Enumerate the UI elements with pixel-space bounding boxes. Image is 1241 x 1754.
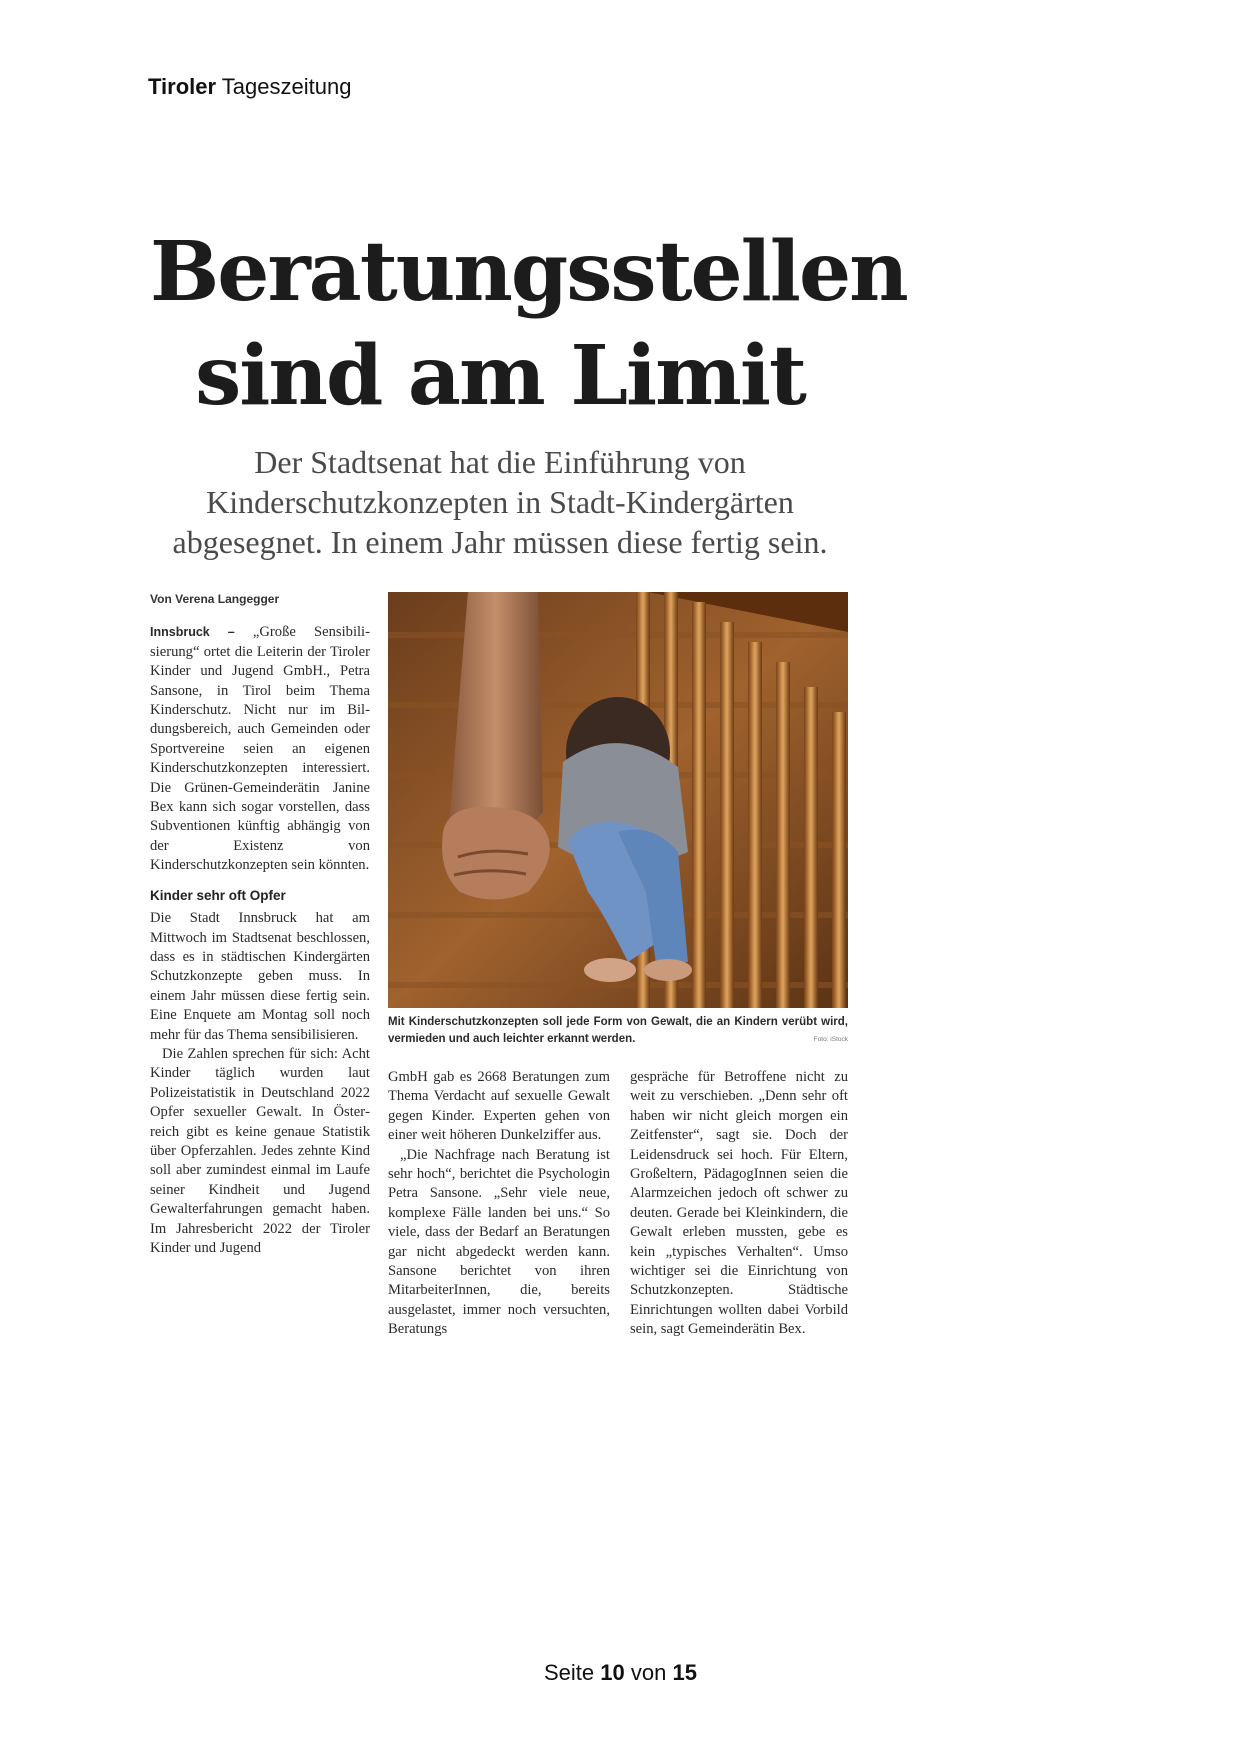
photo-illustration xyxy=(388,592,848,1008)
footer-prefix: Seite xyxy=(544,1660,595,1685)
column-2 xyxy=(388,1068,610,1340)
publication-name xyxy=(148,74,351,100)
photo-caption xyxy=(388,1014,848,1048)
section-heading: Kinder sehr oft Opfer xyxy=(150,887,286,903)
column-1 xyxy=(150,590,370,1258)
publication-name-bold: Tiroler xyxy=(148,74,217,99)
total-pages: 15 xyxy=(672,1660,697,1685)
dateline: Innsbruck – xyxy=(150,625,235,640)
paragraph: gespräche für Betroffene nicht zu weit zu verschieben. „Denn sehr oft haben wir nicht gleich morgen ein Zeitfenster“, sagt sie. Doch der Leidensdruck sei hoch. Für Eltern, Großeltern, PädagogInnen seien die Alarmzeichen jedoch oft schwer zu deuten. Gerade bei Kleinkindern, die Gewalt erleben mussten, gebe es kein „typisches Verhalten“. Umso wichtiger sei die Einrichtung von Schutzkonzepten. Städtische Einrichtungen wollten dabei Vorbild sein, sagt Gemeinderätin Bex. xyxy=(630,1069,848,1338)
column-3 xyxy=(630,1068,848,1340)
paragraph: Die Zahlen sprechen für sich: Acht Kinder täglich wurden laut Polizeistatistik in Deutschland 2022 Opfer sexueller Gewalt. In Österreich gibt es keine genaue Statistik über Opferzahlen. Jedes zehnte Kind soll aber zumindest einmal im Laufe seiner Kindheit und Jugend Gewalterfahrungen gemacht haben. Im Jahresbericht 2022 der Tiroler Kinder und Jugend xyxy=(150,1045,370,1256)
headline xyxy=(150,220,907,428)
lead-paragraph xyxy=(150,623,370,875)
photo-credit: Foto: iStock xyxy=(813,1036,848,1043)
footer-middle: von xyxy=(630,1660,667,1685)
article-photo xyxy=(388,592,848,1008)
paragraph: GmbH gab es 2668 Beratungen zum Thema Verdacht auf sexuelle Gewalt gegen Kinder. Experten gehen von einer weit höheren Dunkelziffer aus. xyxy=(388,1069,610,1144)
lead-text: „Große Sensibilisierung“ ortet die Leiterin der Tiroler Kinder und Jugend GmbH., Petra Sansone, in Tirol beim Thema Kinderschutz. Nicht nur im Bildungsbereich, auch Gemeinden oder Sportvereine seien an eigenen Kinderschutzkonzepten interessiert. Die Grünen-Gemeinderätin Janine Bex kann sich sogar vorstellen, dass Subventionen künftig abhängig von der Existenz von Kinderschutzkonzepten sein könnten. xyxy=(150,624,370,874)
subheadline: Der Stadtsenat hat die Einführung von Kinderschutzkonzepten in Stadt-Kindergärten abgesegnet. In einem Jahr müssen diese fertig sein. xyxy=(172,444,828,560)
headline-line-2: sind am Limit xyxy=(195,328,805,424)
page-footer xyxy=(0,1660,1241,1686)
current-page-number: 10 xyxy=(600,1660,625,1685)
headline-line-1: Beratungsstellen xyxy=(150,224,907,320)
paragraph: „Die Nachfrage nach Beratung ist sehr hoch“, berichtet die Psychologin Petra Sansone. „Sehr viele neue, komplexe Fälle landen bei uns.“ So viele, dass der Bedarf an Beratungen gar nicht abgedeckt werden kann. Sansone berichtet von ihren MitarbeiterInnen, die, bereits ausgelastet, immer noch versuchten, Beratungs xyxy=(388,1146,610,1338)
byline: Von Verena Langegger xyxy=(150,592,280,606)
publication-name-rest: Tageszeitung xyxy=(221,74,352,99)
caption-text: Mit Kinderschutzkonzepten soll jede Form von Gewalt, die an Kindern verübt wird, vermieden und auch leichter erkannt werden. xyxy=(388,1016,848,1045)
paragraph: Die Stadt Innsbruck hat am Mittwoch im Stadtsenat beschlossen, dass es in städtischen Kindergärten Schutzkonzepte geben muss. In einem Jahr müssen diese fertig sein. Eine Enquete am Montag soll noch mehr für das Thema sensibilisieren. xyxy=(150,910,370,1043)
